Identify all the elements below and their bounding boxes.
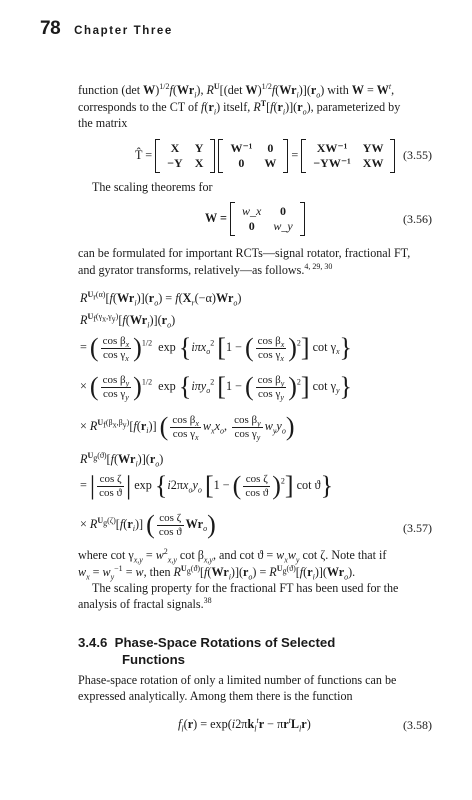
section-title-line2: Functions <box>122 652 186 667</box>
eq355-matrix-3 <box>301 139 395 173</box>
cell: 0 <box>280 204 287 218</box>
equation-3-58: $f_l(r) = \exp(i2\pi k_l^tr - \pi r^tL_lr)$ <box>178 715 311 734</box>
eq356-lhs: W = <box>205 210 227 225</box>
cell: 0 <box>248 219 255 233</box>
para2-line1: can be formulated for important RCTs—signal rotator, fractional FT, <box>78 246 411 260</box>
eq355-label: (3.55) <box>403 148 432 162</box>
para3-line1: where $\cot \gamma_{x,y} = w^2_{x,y}$ $\cot \beta_{x,y}$, and $\cot ϑ = w_xw_y$ cot ζ. Note that if <box>78 546 387 565</box>
equals-sign: = <box>80 477 87 492</box>
cell: X <box>194 156 204 170</box>
cell: w_y <box>273 219 293 233</box>
eq355-matrix-1 <box>155 139 215 173</box>
exp-text: exp <box>158 378 176 393</box>
eq357-row8: × $R^{U_g(\zeta)}[f(r_i)]$ ( $\frac{\text{cos ζ}}{\text{cos ϑ}}$ $Wr_o$) <box>80 510 216 539</box>
equation-3-55: T̂ = X Y −Y X W⁻¹ 0 0 W = XW⁻¹ YW −YW⁻¹ XW <box>135 139 395 173</box>
cell: −YW⁻¹ <box>313 156 351 170</box>
para3-line2: $w_x = w_y^{-1} = w$, then $R^{U_g(ϑ)}[f(Wr_i)](r_o) = R^{U_g(ϑ)}[f(r_i)](Wr_o)$. <box>78 563 356 582</box>
section-heading <box>78 635 335 650</box>
eq357-row6: $R^{U_g(ϑ)}[f(Wr_i)](r_o)$ <box>80 450 164 469</box>
citation: 4, 29, 30 <box>304 261 333 271</box>
section-title-line1: Phase-Space Rotations of Selected <box>114 635 336 650</box>
scaling-intro: The scaling theorems for <box>92 180 213 194</box>
eq357-row7: = | $\frac{\text{cos ζ}}{\text{cos ϑ}}$ | $\exp \{i2\pi x_oy_o$ [1 − ( $\frac{\text{cos ζ}}{\text{cos ϑ}}$ )$^2$] cot ϑ} <box>80 471 334 500</box>
para2-line2-text: and gyrator transforms, relatively—as follows. <box>78 263 305 277</box>
cell: W <box>264 156 277 170</box>
running-header <box>40 18 173 40</box>
cell: XW <box>362 156 384 170</box>
para3-line3: The scaling property for the fractional FT has been used for the <box>92 581 399 595</box>
para4-line2: expressed analytically. Among them there is the function <box>78 689 353 703</box>
times-sign: × <box>80 378 87 393</box>
para2-line2 <box>78 263 433 278</box>
eq357-row1: $R^{U_r(\alpha)}[f(Wr_i)](r_o) = f(X_r(-\alpha)Wr_o)$ <box>80 289 242 308</box>
para3-line4 <box>78 597 433 612</box>
para3-line4-text: analysis of fractal signals. <box>78 597 204 611</box>
equation-3-56 <box>205 202 305 236</box>
section-number: 3.4.6 <box>78 635 108 650</box>
eq356-label: (3.56) <box>403 212 432 226</box>
eq357-row2: $R^{U_f(\gamma_x,\gamma_y)}[f(Wr_i)](r_o)$ <box>80 311 176 330</box>
page-number: 78 <box>40 18 61 39</box>
eq356-matrix <box>230 202 305 236</box>
exp-text: exp <box>134 477 152 492</box>
cell: Y <box>194 141 204 155</box>
cell: YW <box>362 141 384 155</box>
cell: 0 <box>267 141 274 155</box>
eq357-row5: × $R^{U_f(\beta_x,\beta_y)}[f(r_i)]$ ( $\frac{\cos \beta_x}{\cos \gamma_x}$ $w_xx_o$, $\frac{\cos \beta_y}{\cos \gamma_y}$ $w_yy_o$) <box>80 412 295 442</box>
cell: X <box>170 141 180 155</box>
cell: 0 <box>238 156 245 170</box>
para1-line1: function (det $W)^{1/2}f(Wr_i)$, $R^U[(\det$ $W)^{1/2}f(Wr_i)](r_o)$ with $W = W^t$, <box>78 81 395 100</box>
equals-sign: = <box>80 339 87 354</box>
citation: 38 <box>203 595 212 605</box>
eq358-label: (3.58) <box>403 718 432 732</box>
cell: W⁻¹ <box>230 141 253 155</box>
exp-text: exp <box>158 339 176 354</box>
cell: −Y <box>167 156 183 170</box>
eq357-row3: = ( $\frac{\cos \beta_x}{\cos \gamma_x}$ )$^{1/2}$ exp {iπx$_o^2$ [1 − ( $\frac{\cos \beta_x}{\cos \gamma_x}$ )$^2$] $\cot \gamma_x$} <box>80 333 353 363</box>
eq355-matrix-2 <box>218 139 288 173</box>
para1-line2: corresponds to the CT of $f(r_i)$ itself, $R^T[f(r_i)](r_o)$, parameterized by <box>78 98 401 117</box>
eq355-lhs: T̂ = <box>135 147 153 162</box>
para4-line1: Phase-space rotation of only a limited number of functions can be <box>78 673 397 687</box>
cell: w_x <box>242 204 262 218</box>
chapter-title: Chapter Three <box>74 25 173 37</box>
eq357-label: (3.57) <box>403 521 432 535</box>
cell: XW⁻¹ <box>316 141 348 155</box>
eq357-row4: × ( $\frac{\cos \beta_y}{\cos \gamma_y}$ )$^{1/2}$ exp {iπy$_o^2$ [1 − ( $\frac{\cos \beta_y}{\cos \gamma_y}$ )$^2$] $\cot \gamma_y$} <box>80 372 353 402</box>
para1-line3: the matrix <box>78 116 128 130</box>
